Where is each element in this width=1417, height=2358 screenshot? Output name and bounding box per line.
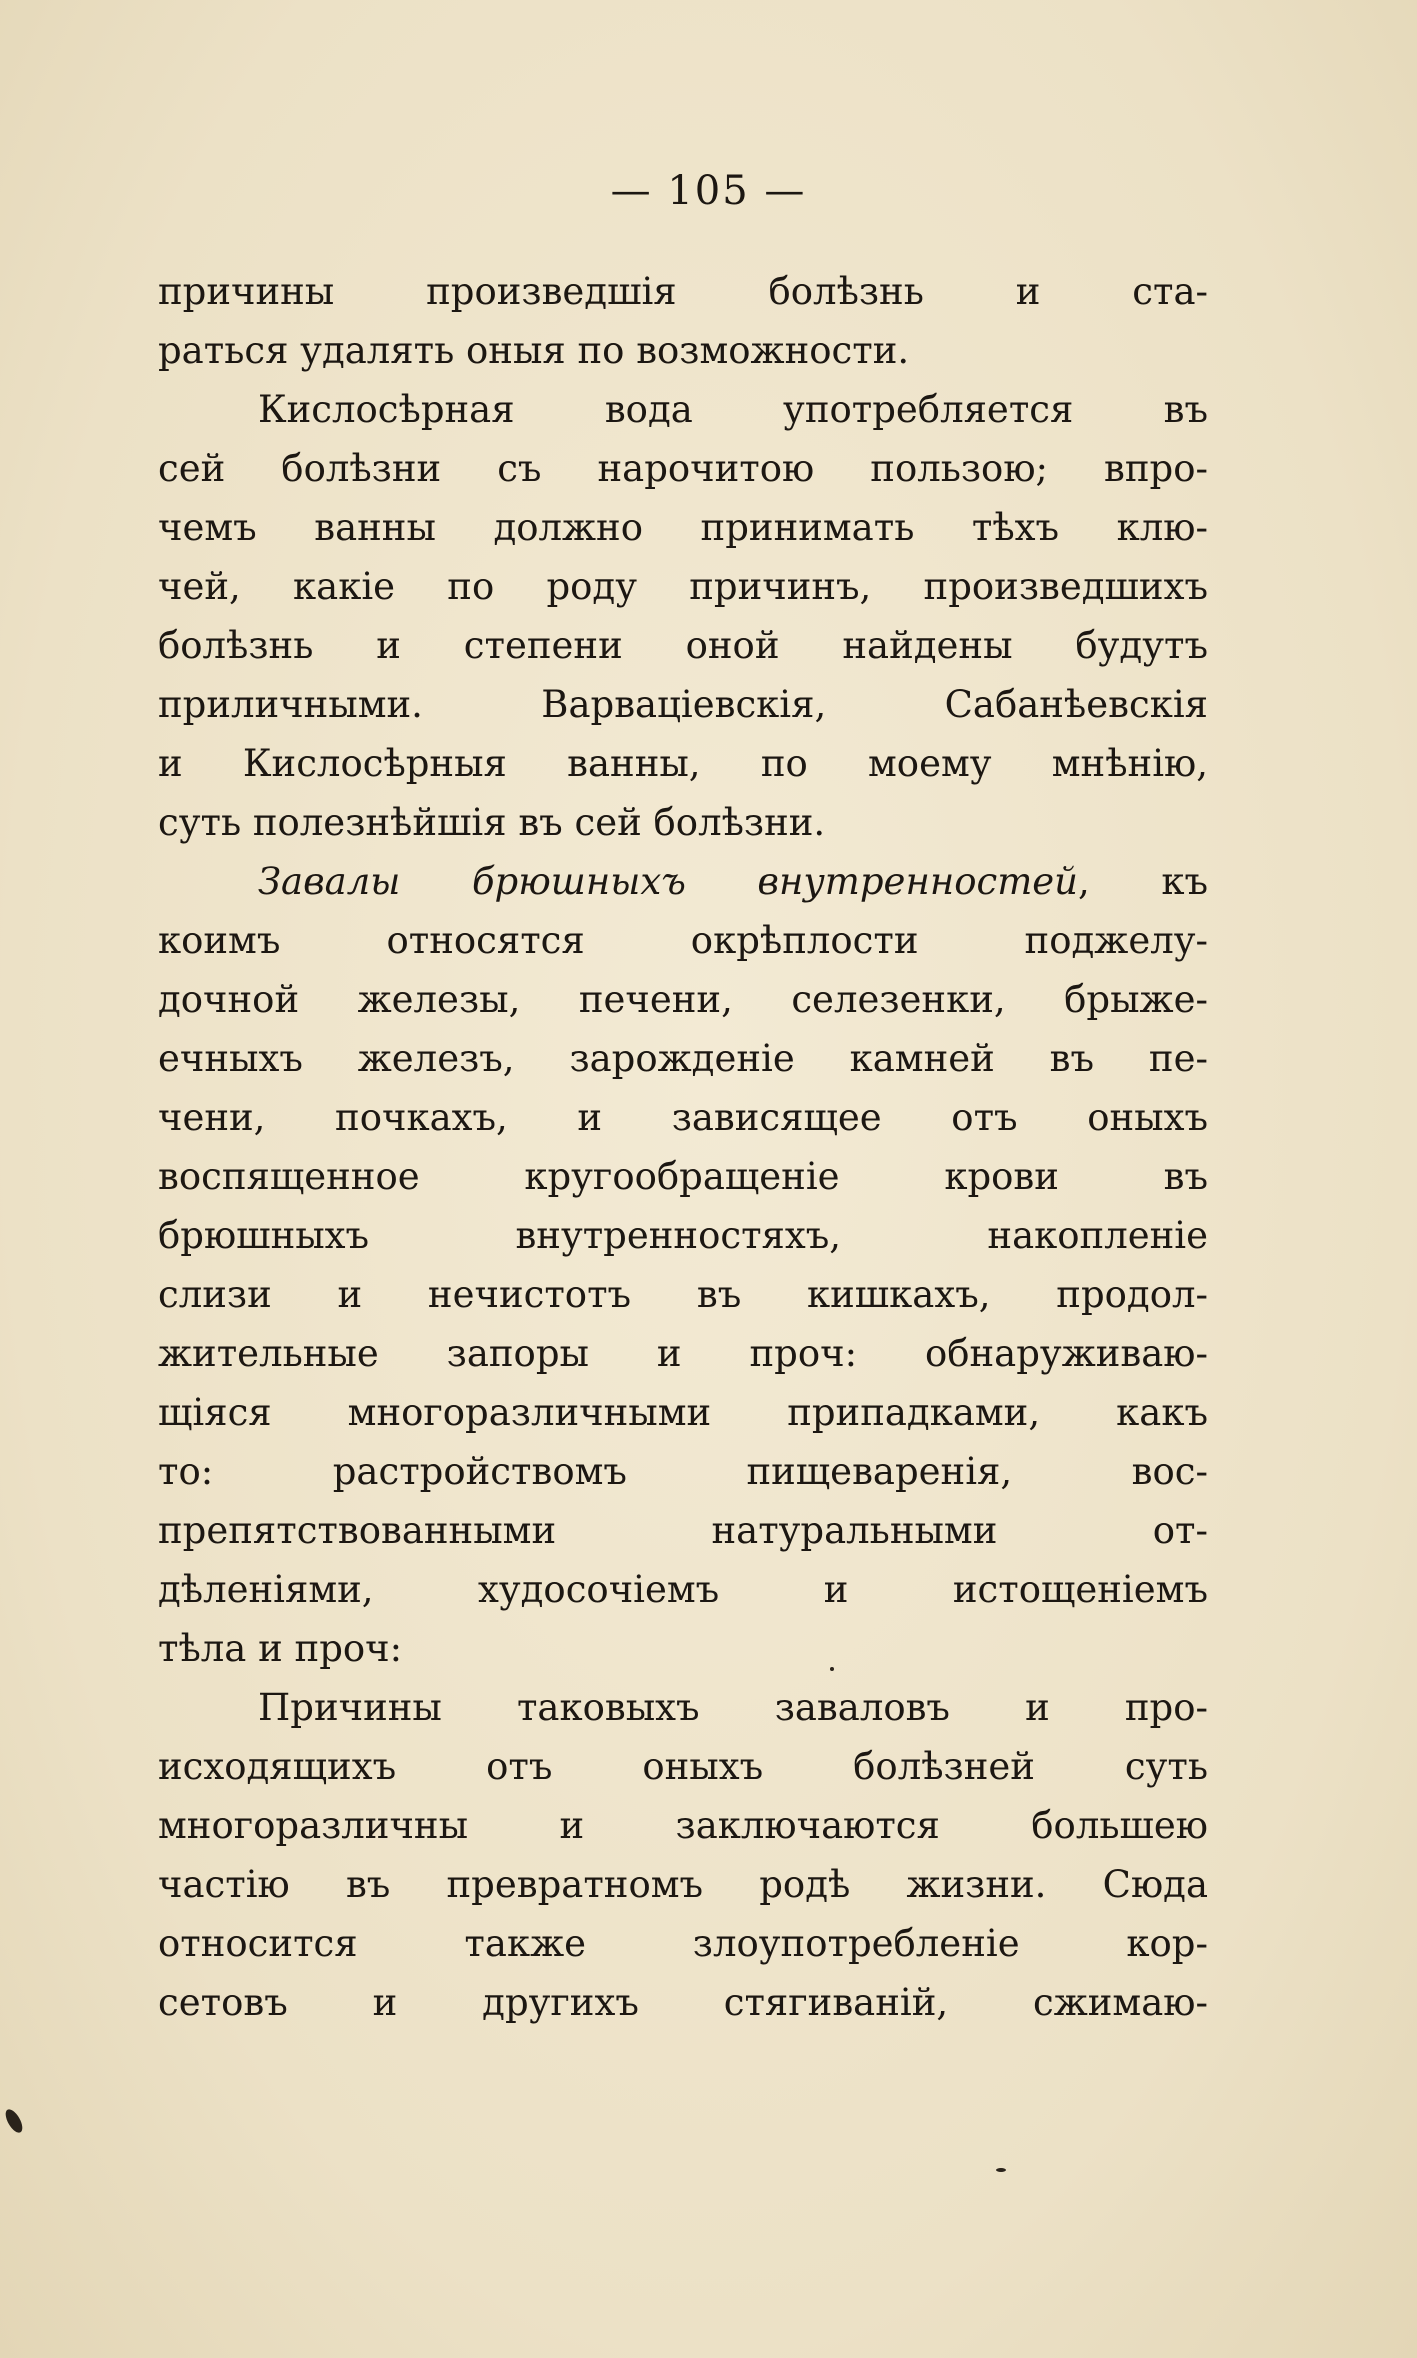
text-line: суть полезнѣйшія въ сей болѣзни. [158, 801, 826, 844]
text-line: то: растройствомъ пищеваренія, вос- [158, 1450, 1208, 1493]
text-line: ечныхъ железъ, зарожденіе камней въ пе- [158, 1037, 1208, 1080]
text-line: слизи и нечистотъ въ кишкахъ, продол- [158, 1273, 1208, 1316]
text-line: и Кислосѣрныя ванны, по моему мнѣнію, [158, 742, 1208, 785]
text-line [158, 852, 1208, 911]
text-line: брюшныхъ внутренностяхъ, накопленіе [158, 1214, 1208, 1257]
text-line: исходящихъ отъ оныхъ болѣзней суть [158, 1745, 1208, 1788]
page-number: — 105 — [610, 168, 807, 214]
text-line: жительные запоры и проч: обнаруживаю- [158, 1332, 1208, 1375]
body-text [158, 262, 1208, 2032]
text-line: болѣзнь и степени оной найдены будутъ [158, 624, 1208, 667]
text-line: чей, какіе по роду причинъ, произведшихъ [158, 565, 1208, 608]
text-line: коимъ относятся окрѣплости поджелу- [158, 919, 1208, 962]
italic-term: Завалы брюшныхъ внутренностей [258, 860, 1079, 903]
text-line: чени, почкахъ, и зависящее отъ оныхъ [158, 1096, 1208, 1139]
ink-speck [830, 1667, 834, 1671]
text-line: Причины таковыхъ заваловъ и про- [258, 1686, 1208, 1729]
ink-speck [996, 2168, 1006, 2172]
text-line: щіяся многоразличными припадками, какъ [158, 1391, 1208, 1434]
text-line: сей болѣзни съ нарочитою пользою; впро- [158, 447, 1208, 490]
line-text: , къ [1078, 860, 1208, 903]
text-line: тѣла и проч: [158, 1627, 403, 1670]
text-line: приличными. Варваціевскія, Сабанѣевскія [158, 683, 1208, 726]
text-line: дѣленіями, худосочіемъ и истощеніемъ [158, 1568, 1208, 1611]
text-line: частію въ превратномъ родѣ жизни. Сюда [158, 1863, 1208, 1906]
text-line: воспященное кругообращеніе крови въ [158, 1155, 1208, 1198]
ink-speck [2, 2107, 25, 2136]
text-line: причины произведшія болѣзнь и ста- [158, 270, 1208, 313]
text-line: относится также злоупотребленіе кор- [158, 1922, 1208, 1965]
text-line: раться удалять оныя по возможности. [158, 329, 910, 372]
text-line: чемъ ванны должно принимать тѣхъ клю- [158, 506, 1208, 549]
text-line: препятствованными натуральными от- [158, 1509, 1208, 1552]
text-line: дочной железы, печени, селезенки, брыже- [158, 978, 1208, 1021]
text-line: сетовъ и другихъ стягиваній, сжимаю- [158, 1981, 1208, 2024]
text-line: многоразличны и заключаются большею [158, 1804, 1208, 1847]
text-line: Кислосѣрная вода употребляется въ [258, 388, 1208, 431]
